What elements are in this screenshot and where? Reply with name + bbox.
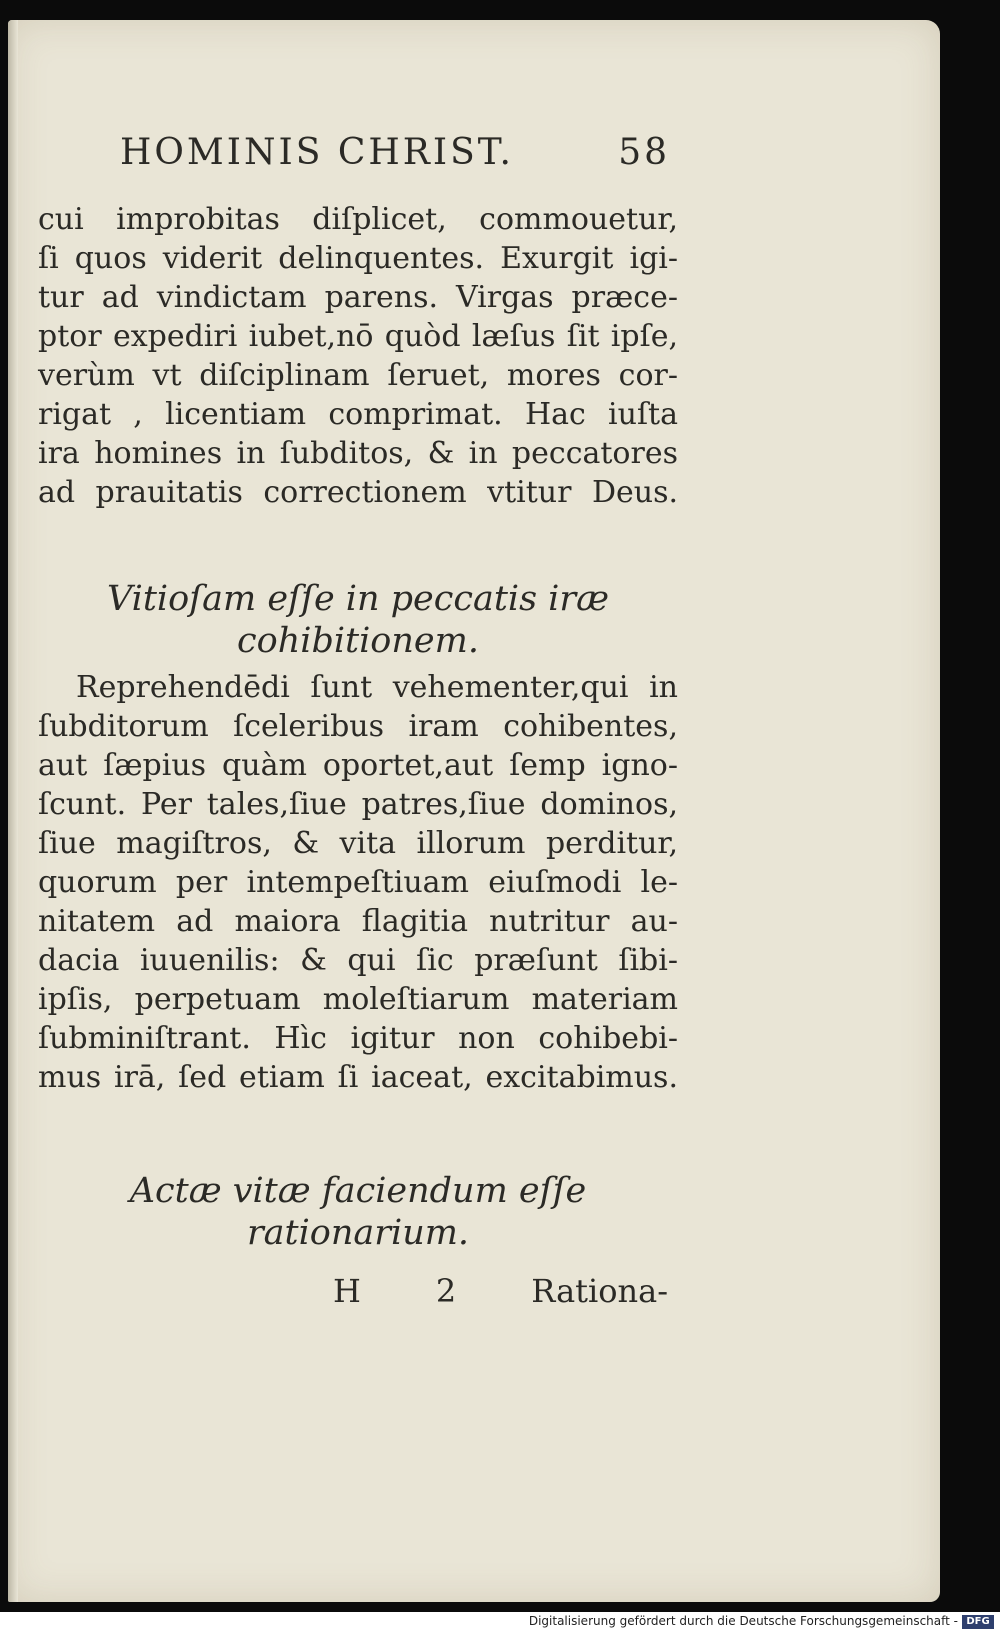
running-head — [120, 132, 670, 173]
heading-line: cohibitionem. — [237, 621, 479, 661]
text-line: ipſis, perpetuam moleſtiarum materiam — [38, 982, 678, 1017]
text-line: ad prauitatis correctionem vtitur Deus. — [38, 475, 678, 510]
heading-line: rationarium. — [246, 1213, 470, 1253]
heading-line: Vitioſam eſſe in peccatis iræ — [107, 579, 609, 619]
text-line: mus irā, ſed etiam ſi iaceat, excitabimus. — [38, 1060, 678, 1095]
text-line: tur ad vindictam parens. Virgas præce- — [38, 280, 678, 315]
credit-footer — [0, 1612, 1000, 1632]
section-heading-2 — [38, 1170, 678, 1254]
paragraph-1 — [38, 200, 678, 512]
text-line: dacia iuuenilis: & qui ſic præſunt ſibi- — [38, 943, 678, 978]
page-number: 58 — [618, 132, 670, 173]
text-line: rigat , licentiam comprimat. Hac iuſta — [38, 397, 678, 432]
text-line: ſcunt. Per tales,ſiue patres,ſiue dominos, — [38, 787, 678, 822]
text-line: ſubditorum ſceleribus iram cohibentes, — [38, 709, 678, 744]
text-line: ptor expediri iubet,nō quòd læſus ſit ipſe, — [38, 319, 678, 354]
paragraph-2 — [38, 668, 678, 1097]
page-gutter — [8, 20, 18, 1602]
text-line: verùm vt diſciplinam ſeruet, mores cor- — [38, 358, 678, 393]
running-head-title: HOMINIS CHRIST. — [120, 132, 514, 173]
text-line: ſi quos viderit delinquentes. Exurgit igi- — [38, 241, 678, 276]
text-line: aut ſæpius quàm oportet,aut ſemp igno- — [38, 748, 678, 783]
text-line: ſubminiſtrant. Hìc igitur non cohibebi- — [38, 1021, 678, 1056]
text-line: ira homines in ſubditos, & in peccatores — [38, 436, 678, 471]
text-line: cui improbitas diſplicet, commouetur, — [38, 202, 678, 237]
catchword: Rationa- — [531, 1272, 668, 1310]
dfg-logo-icon: DFG — [962, 1615, 994, 1629]
book-page — [8, 20, 940, 1602]
heading-line: Actæ vitæ faciendum eſſe — [129, 1171, 587, 1211]
section-heading-1 — [38, 578, 678, 662]
text-line: quorum per intempeſtiuam eiuſmodi le- — [38, 865, 678, 900]
signature-mark: H — [333, 1272, 361, 1310]
text-line: ſiue magiſtros, & vita illorum perditur, — [38, 826, 678, 861]
text-line: nitatem ad maiora flagitia nutritur au- — [38, 904, 678, 939]
funding-credit: Digitalisierung gefördert durch die Deutsche Forschungsgemeinschaft - — [528, 1614, 958, 1628]
signature-number: 2 — [435, 1272, 457, 1310]
text-line: Reprehendēdi ſunt vehementer,qui in — [76, 670, 678, 705]
signature-line — [333, 1272, 668, 1310]
